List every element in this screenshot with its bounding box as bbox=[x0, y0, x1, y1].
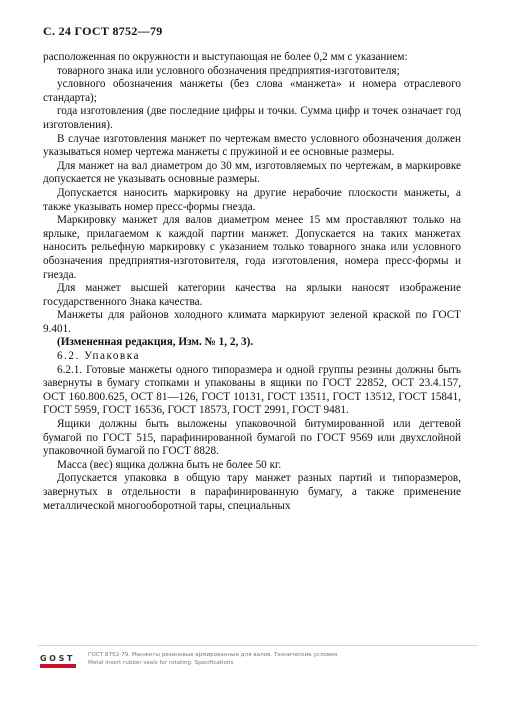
document-body bbox=[43, 51, 461, 513]
logo-text: GOST bbox=[40, 654, 75, 663]
footer-line-1: ГОСТ 8752-79, Манжеты резиновые армированные для валов. Технические условия bbox=[88, 652, 338, 658]
paragraph: года изготовления (две последние цифры и точки. Сумма цифр и точек означает год изготовления). bbox=[43, 105, 461, 131]
paragraph: Маркировку манжет для валов диаметром менее 15 мм проставляют только на ярлыке, прилагаемом к каждой партии манжет. Допускается на таких манжетах наносить рельефную маркировку с указанием только товарного знака или условного обозначения предприятия-изготовителя, года изготовления, номера пресс-формы и гнезда. bbox=[43, 214, 461, 281]
revision-note: (Измененная редакция, Изм. № 1, 2, 3). bbox=[57, 336, 254, 349]
footer-line-2: Metal insert rubber seals for rotating. Specifications bbox=[88, 660, 234, 666]
paragraph: расположенная по окружности и выступающая не более 0,2 мм с указанием: bbox=[43, 51, 408, 63]
paragraph: 6.2.1. Готовые манжеты одного типоразмера и одной группы резины должны быть завернуты в бумагу стопками и упакованы в ящики по ГОСТ 22852, ОСТ 23.4.157, ОСТ 160.800.625, ОСТ 81—126, ГОСТ 10131, ГОСТ 13511, ГОСТ 13512, ГОСТ 15841, ГОСТ 5959, ГОСТ 16536, ГОСТ 18573, ГОСТ 2991, ГОСТ 9481. bbox=[43, 363, 461, 417]
section-heading: 6.2. Упаковка bbox=[57, 350, 140, 363]
paragraph: Для манжет на вал диаметром до 30 мм, изготовляемых по чертежам, в маркировке допускается не указывать основные размеры. bbox=[43, 159, 461, 186]
logo-bar bbox=[40, 664, 76, 668]
gost-logo bbox=[40, 654, 78, 670]
paragraph: Манжеты для районов холодного климата маркируют зеленой краской по ГОСТ 9.401. bbox=[43, 309, 461, 335]
paragraph: товарного знака или условного обозначения предприятия-изготовителя; bbox=[57, 64, 400, 77]
paragraph: Ящики должны быть выложены упаковочной битумированной или дегтевой бумагой по ГОСТ 515, парафинированной бумагой по ГОСТ 9569 или двухслойной упаковочной бумагой по ГОСТ 8828. bbox=[43, 418, 461, 458]
paragraph: условного обозначения манжеты (без слова «манжета» и номера отраслевого стандарта); bbox=[43, 78, 461, 104]
page-footer bbox=[38, 645, 478, 676]
footer-caption bbox=[88, 651, 473, 667]
paragraph: Допускается наносить маркировку на другие нерабочие плоскости манжеты, а также указывать номер пресс-формы гнезда. bbox=[43, 186, 461, 213]
paragraph: Масса (вес) ящика должна быть не более 50 кг. bbox=[57, 458, 282, 471]
paragraph: Допускается упаковка в общую тару манжет разных партий и типоразмеров, завернутых в отдельности в парафинированную бумагу, а также применение металлической многооборотной тары, специальных bbox=[43, 472, 461, 512]
paragraph: В случае изготовления манжет по чертежам вместо условного обозначения должен указываться номер чертежа манжеты с пружиной и ее основные размеры. bbox=[43, 132, 461, 159]
paragraph: Для манжет высшей категории качества на ярлыки наносят изображение государственного Знака качества. bbox=[43, 282, 461, 308]
page-header: С. 24 ГОСТ 8752—79 bbox=[43, 24, 163, 38]
